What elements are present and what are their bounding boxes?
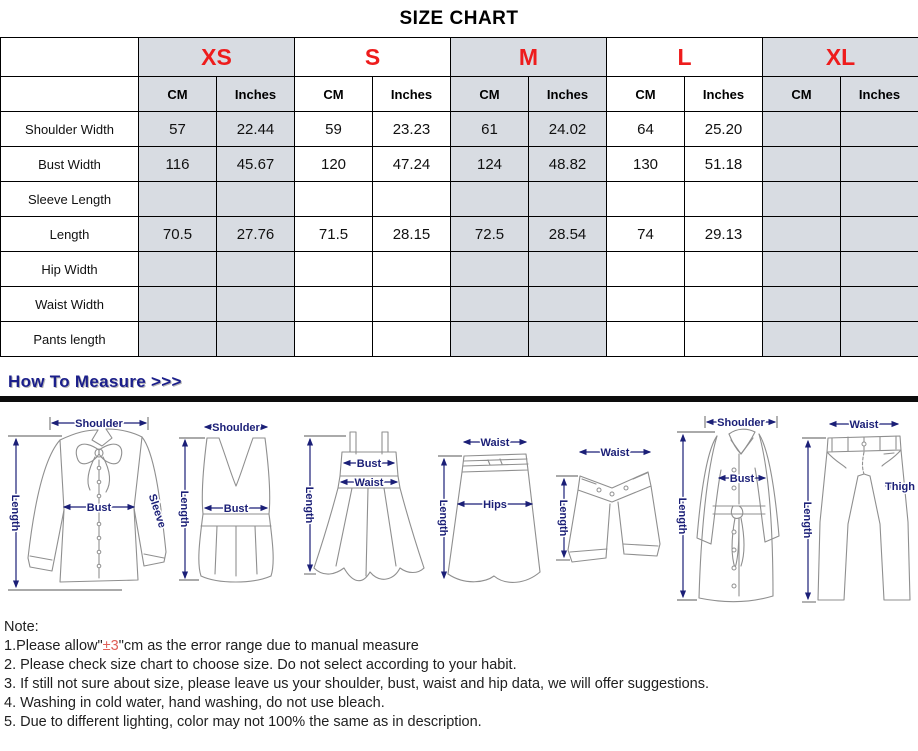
value-cell: 25.20 xyxy=(685,112,763,147)
sleeve-measure-label: Sleeve xyxy=(145,492,168,530)
value-cell xyxy=(529,322,607,357)
row-label: Shoulder Width xyxy=(1,112,139,147)
table-row xyxy=(1,287,918,322)
unit-cell: CM xyxy=(451,77,529,112)
note-1-prefix: 1.Please allow" xyxy=(4,638,103,654)
value-cell xyxy=(685,322,763,357)
note-line-1 xyxy=(4,637,916,656)
value-cell: 116 xyxy=(139,147,217,182)
value-cell xyxy=(451,322,529,357)
value-cell: 57 xyxy=(139,112,217,147)
value-cell xyxy=(685,182,763,217)
value-cell xyxy=(763,217,841,252)
corner-cell xyxy=(1,38,139,77)
value-cell: 130 xyxy=(607,147,685,182)
bust-measure-label: Bust xyxy=(86,502,112,514)
waist-measure-label: Waist xyxy=(600,447,630,459)
bust-measure-label: Bust xyxy=(223,503,249,515)
size-header-xs: XS xyxy=(139,38,295,77)
notes-heading: Note: xyxy=(4,619,39,635)
value-cell: 72.5 xyxy=(451,217,529,252)
shorts-measure-arrows xyxy=(556,447,650,560)
row-label: Length xyxy=(1,217,139,252)
value-cell xyxy=(607,182,685,217)
value-cell xyxy=(763,112,841,147)
value-cell xyxy=(295,287,373,322)
value-cell: 28.15 xyxy=(373,217,451,252)
value-cell xyxy=(217,252,295,287)
value-cell xyxy=(373,322,451,357)
corner-cell xyxy=(1,77,139,112)
length-measure-label: Length xyxy=(437,499,449,537)
tolerance-value: ±3 xyxy=(102,638,119,654)
length-measure-label: Length xyxy=(801,501,813,539)
value-cell: 24.02 xyxy=(529,112,607,147)
value-cell xyxy=(841,287,918,322)
value-cell: 124 xyxy=(451,147,529,182)
tank-top-measure-arrows xyxy=(178,422,267,580)
value-cell: 27.76 xyxy=(217,217,295,252)
skirt-figure xyxy=(436,426,551,618)
thigh-measure-label: Thigh xyxy=(885,481,915,493)
row-label: Hip Width xyxy=(1,252,139,287)
note-line-5: 5. Due to different lighting, color may not 100% the same as in description. xyxy=(4,714,482,730)
unit-cell: CM xyxy=(295,77,373,112)
value-cell xyxy=(841,217,918,252)
value-cell: 45.67 xyxy=(217,147,295,182)
unit-header-row xyxy=(1,77,918,112)
pants-outline xyxy=(818,436,910,600)
table-row xyxy=(1,217,918,252)
hips-measure-label: Hips xyxy=(483,499,507,511)
bust-measure-label: Bust xyxy=(356,458,382,470)
table-row xyxy=(1,182,918,217)
size-header-xl: XL xyxy=(763,38,918,77)
unit-cell: Inches xyxy=(841,77,918,112)
dress-measure-arrows xyxy=(303,436,397,574)
value-cell xyxy=(841,182,918,217)
value-cell: 61 xyxy=(451,112,529,147)
note-line-3: 3. If still not sure about size, please leave us your shoulder, bust, waist and hip data, we will offer suggestions. xyxy=(4,676,709,692)
shoulder-measure-label: Shoulder xyxy=(75,418,123,430)
note-line-2: 2. Please check size chart to choose size. Do not select according to your habit. xyxy=(4,657,517,673)
value-cell xyxy=(529,252,607,287)
dress-figure xyxy=(300,416,435,608)
coat-outline xyxy=(697,429,779,601)
note-1-suffix: "cm as the error range due to manual measure xyxy=(118,638,419,654)
value-cell xyxy=(763,287,841,322)
skirt-outline xyxy=(448,454,540,582)
bust-measure-label: Bust xyxy=(729,473,755,485)
blouse-figure xyxy=(2,410,172,602)
size-header-m: M xyxy=(451,38,607,77)
shoulder-measure-label: Shoulder xyxy=(717,417,765,429)
size-header-l: L xyxy=(607,38,763,77)
how-to-measure-heading: How To Measure >>> xyxy=(8,372,182,391)
table-row xyxy=(1,112,918,147)
value-cell xyxy=(217,182,295,217)
dress-outline xyxy=(314,432,424,581)
value-cell: 29.13 xyxy=(685,217,763,252)
shoulder-measure-label: Shoulder xyxy=(212,422,260,434)
shorts-outline xyxy=(568,472,660,562)
skirt-measure-arrows xyxy=(437,437,532,578)
value-cell xyxy=(451,252,529,287)
value-cell xyxy=(763,182,841,217)
value-cell xyxy=(841,147,918,182)
value-cell xyxy=(607,252,685,287)
value-cell xyxy=(841,322,918,357)
value-cell xyxy=(295,252,373,287)
value-cell xyxy=(529,182,607,217)
table-row xyxy=(1,147,918,182)
value-cell: 120 xyxy=(295,147,373,182)
shorts-figure xyxy=(552,432,672,624)
measure-figures xyxy=(0,402,918,612)
unit-cell: Inches xyxy=(685,77,763,112)
note-line-4: 4. Washing in cold water, hand washing, do not use bleach. xyxy=(4,695,385,711)
value-cell xyxy=(685,252,763,287)
length-measure-label: Length xyxy=(303,486,315,524)
value-cell xyxy=(763,252,841,287)
length-measure-label: Length xyxy=(557,499,569,537)
value-cell xyxy=(451,287,529,322)
coat-figure xyxy=(673,410,797,610)
value-cell: 28.54 xyxy=(529,217,607,252)
waist-measure-label: Waist xyxy=(480,437,510,449)
value-cell: 59 xyxy=(295,112,373,147)
value-cell: 22.44 xyxy=(217,112,295,147)
value-cell: 70.5 xyxy=(139,217,217,252)
table-row xyxy=(1,252,918,287)
pants-figure xyxy=(798,412,916,612)
size-header-row xyxy=(1,38,918,77)
unit-cell: CM xyxy=(763,77,841,112)
page-title: SIZE CHART xyxy=(399,8,519,29)
value-cell xyxy=(139,322,217,357)
value-cell xyxy=(139,252,217,287)
unit-cell: Inches xyxy=(529,77,607,112)
value-cell xyxy=(139,182,217,217)
value-cell xyxy=(373,287,451,322)
unit-cell: Inches xyxy=(373,77,451,112)
value-cell: 47.24 xyxy=(373,147,451,182)
value-cell xyxy=(373,182,451,217)
value-cell xyxy=(451,182,529,217)
value-cell xyxy=(685,287,763,322)
row-label: Waist Width xyxy=(1,287,139,322)
value-cell xyxy=(607,322,685,357)
value-cell: 64 xyxy=(607,112,685,147)
value-cell xyxy=(217,287,295,322)
value-cell xyxy=(763,147,841,182)
value-cell xyxy=(295,322,373,357)
value-cell xyxy=(529,287,607,322)
length-measure-label: Length xyxy=(178,490,190,528)
waist-measure-label: Waist xyxy=(849,419,879,431)
value-cell xyxy=(841,112,918,147)
table-row xyxy=(1,322,918,357)
row-label: Sleeve Length xyxy=(1,182,139,217)
tank-top-figure xyxy=(173,414,299,606)
value-cell: 74 xyxy=(607,217,685,252)
length-measure-label: Length xyxy=(676,497,688,535)
value-cell: 71.5 xyxy=(295,217,373,252)
unit-cell: CM xyxy=(607,77,685,112)
notes-section xyxy=(0,612,918,732)
waist-measure-label: Waist xyxy=(354,477,384,489)
row-label: Pants length xyxy=(1,322,139,357)
value-cell xyxy=(763,322,841,357)
value-cell: 23.23 xyxy=(373,112,451,147)
size-header-s: S xyxy=(295,38,451,77)
unit-cell: CM xyxy=(139,77,217,112)
value-cell: 51.18 xyxy=(685,147,763,182)
value-cell xyxy=(373,252,451,287)
value-cell: 48.82 xyxy=(529,147,607,182)
value-cell xyxy=(295,182,373,217)
value-cell xyxy=(139,287,217,322)
value-cell xyxy=(217,322,295,357)
unit-cell: Inches xyxy=(217,77,295,112)
row-label: Bust Width xyxy=(1,147,139,182)
value-cell xyxy=(841,252,918,287)
size-table xyxy=(0,37,918,357)
length-measure-label: Length xyxy=(9,494,21,532)
value-cell xyxy=(607,287,685,322)
